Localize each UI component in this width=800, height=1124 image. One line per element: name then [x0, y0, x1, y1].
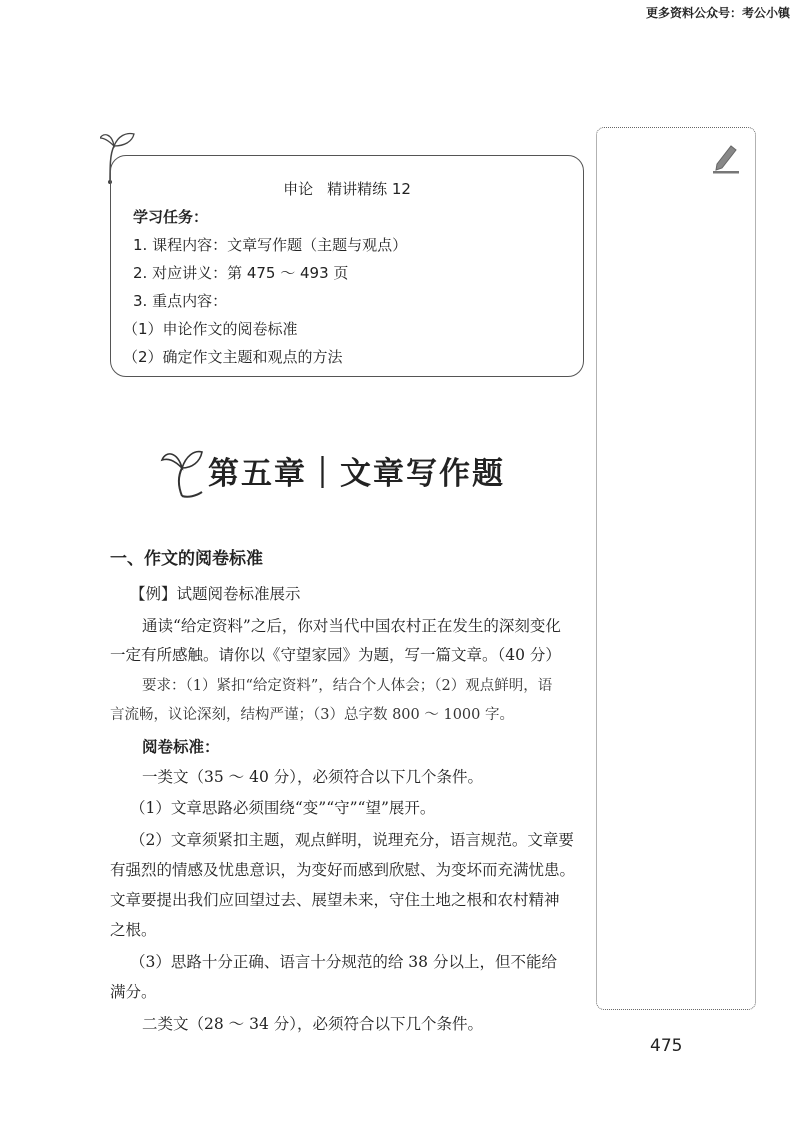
sprout-icon — [160, 442, 204, 498]
paragraph-text: （3）思路十分正确、语言十分规范的给 38 分以上，但不能给 — [130, 953, 557, 971]
task-item: 2. 对应讲义：第 475 ～ 493 页 — [133, 264, 349, 282]
section-heading: 一、作文的阅卷标准 — [110, 549, 263, 569]
paragraph-text: 满分。 — [110, 983, 157, 1001]
standard-label: 阅卷标准： — [142, 738, 220, 756]
page-number: 475 — [650, 1036, 683, 1056]
prompt-text: 通读“给定资料”之后，你对当代中国农村正在发生的深刻变化 — [142, 617, 561, 635]
task-subtitle: 学习任务： — [133, 208, 209, 226]
notes-panel — [596, 127, 756, 1010]
task-item: 3. 重点内容： — [133, 292, 228, 310]
paragraph-text: （2）文章须紧扣主题，观点鲜明，说理充分，语言规范。文章要 — [130, 831, 574, 849]
learning-task-box — [110, 155, 584, 377]
watermark: 更多资料公众号：考公小镇 — [645, 6, 790, 20]
paragraph-text: （1）文章思路必须围绕“变”“守”“望”展开。 — [130, 799, 436, 817]
example-label: 【例】试题阅卷标准展示 — [130, 585, 301, 603]
task-title: 申论 精讲精练 12 — [283, 180, 411, 198]
requirement-text: 要求：（1）紧扣“给定资料”，结合个人体会；（2）观点鲜明，语 — [142, 678, 553, 694]
chapter-title: 第五章｜文章写作题 — [208, 455, 505, 492]
chapter-heading — [160, 440, 505, 500]
class-two-text: 二类文（28 ～ 34 分），必须符合以下几个条件。 — [142, 1015, 483, 1033]
requirement-text: 言流畅，议论深刻，结构严谨；（3）总字数 800 ～ 1000 字。 — [110, 707, 514, 723]
task-item: （1）申论作文的阅卷标准 — [123, 320, 298, 338]
paragraph-text: 有强烈的情感及忧患意识，为变好而感到欣慰、为变坏而充满忧患。 — [110, 861, 576, 879]
prompt-text: 一定有所感触。请你以《守望家园》为题，写一篇文章。（40 分） — [110, 646, 561, 664]
class-one-text: 一类文（35 ～ 40 分），必须符合以下几个条件。 — [142, 768, 483, 786]
pencil-icon — [711, 142, 741, 174]
task-item: （2）确定作文主题和观点的方法 — [123, 348, 343, 366]
task-item: 1. 课程内容：文章写作题（主题与观点） — [133, 236, 408, 254]
paragraph-text: 之根。 — [110, 921, 157, 939]
paragraph-text: 文章要提出我们应回望过去、展望未来，守住土地之根和农村精神 — [110, 891, 560, 909]
